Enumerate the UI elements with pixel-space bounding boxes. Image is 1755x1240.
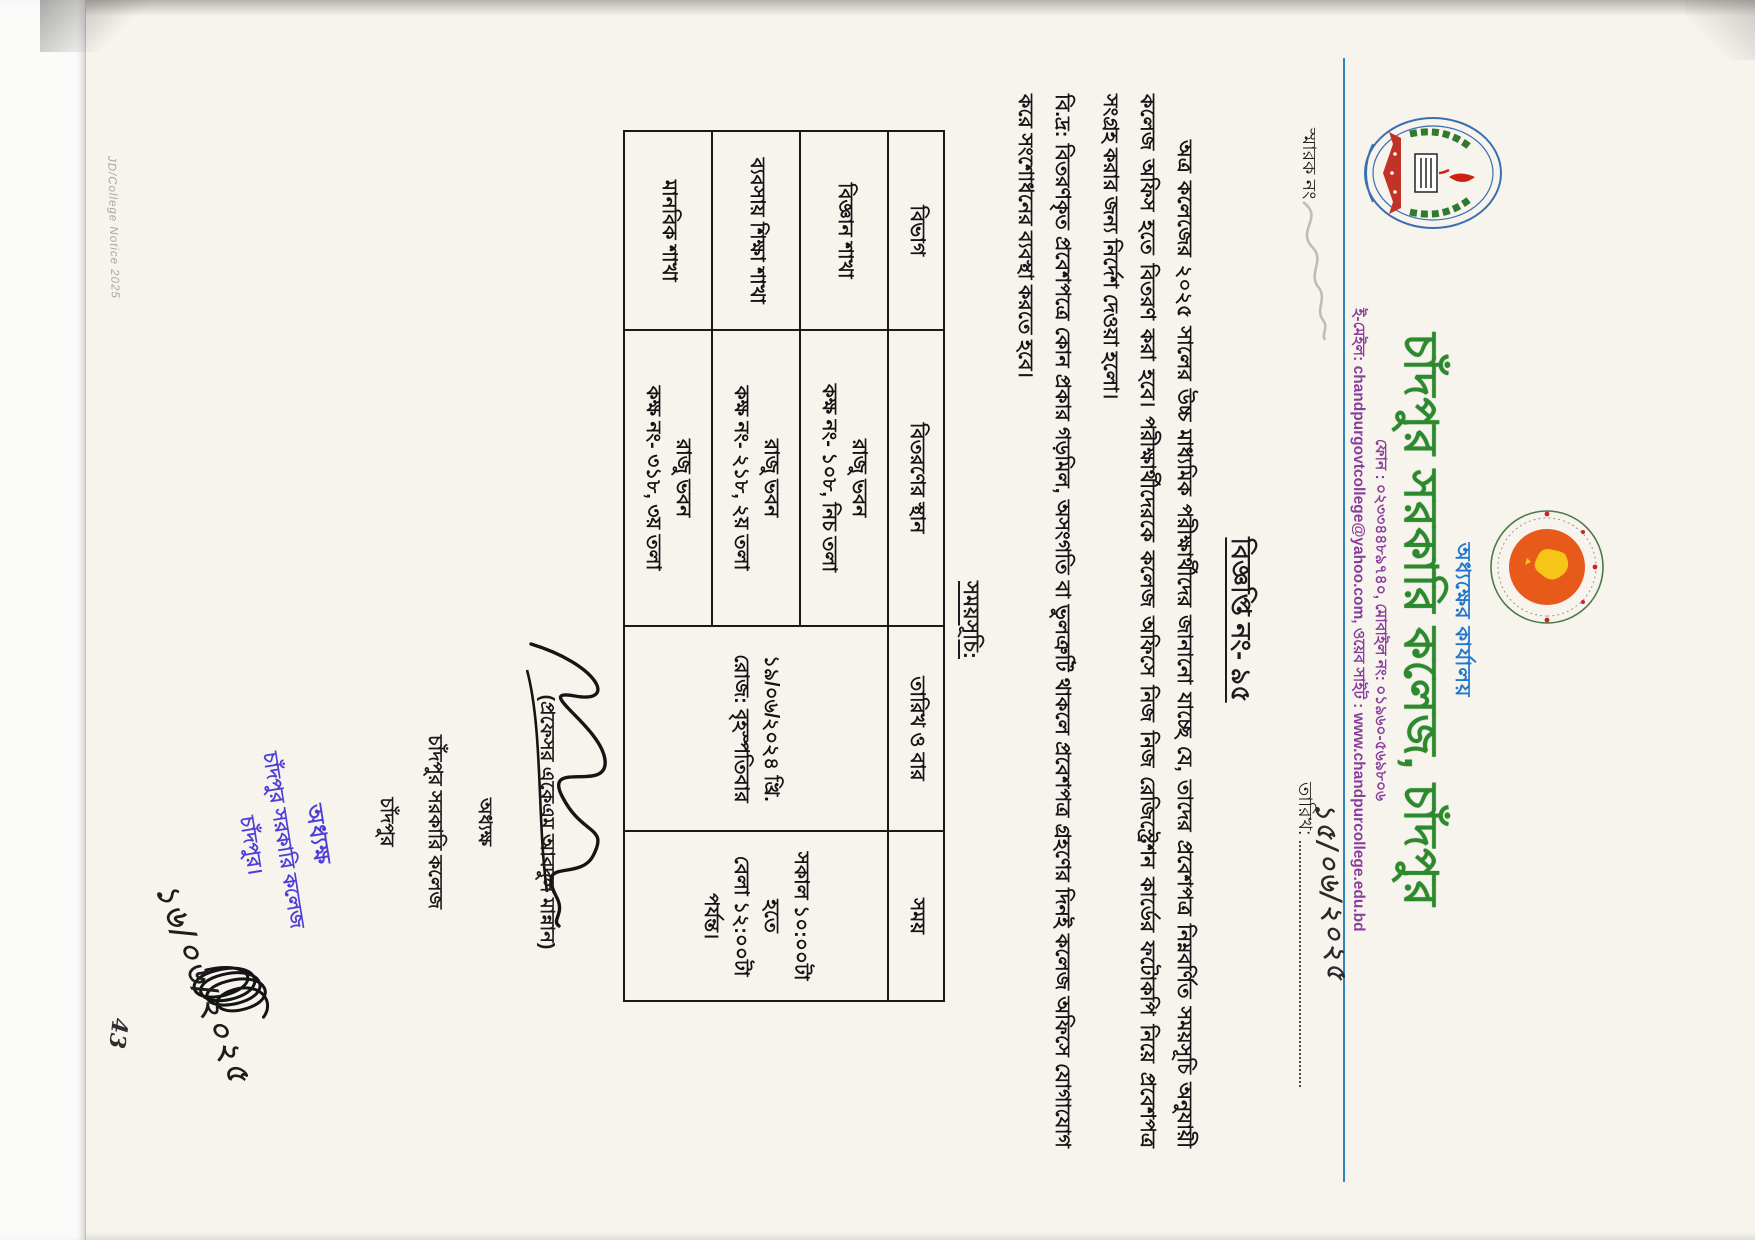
time-until: বেলা ১২:০০টা পর্যন্ত। [700, 855, 752, 977]
distribution-date: ১৯/০৬/২০২৪ খ্রি. [760, 655, 782, 802]
place-building: রাজু ভবন [760, 438, 782, 518]
place-room: কক্ষ নং- ১০৮, নিচ তলা [818, 383, 840, 573]
handwritten-notice-date: ১৫/০৬/২০২৫ [1308, 800, 1353, 983]
schedule-heading: সময়সূচি: [959, 581, 983, 659]
col-header-department: বিভাগ [888, 131, 944, 330]
time-cell [624, 831, 888, 1001]
signatory-name: (প্রফেসর একেএম আবদুল মান্নান) [536, 694, 558, 950]
college-name: চাঁদপুর সরকারি কলেজ, চাঁদপুর [1395, 333, 1447, 907]
signatory-place: চাঁদপুর [376, 797, 397, 847]
dept-cell: মানবিক শাখা [624, 131, 712, 330]
table-row [800, 131, 888, 1001]
place-cell [800, 330, 888, 625]
memo-number-label: স্মারক নং [1298, 128, 1319, 200]
place-cell [712, 330, 800, 625]
place-cell [624, 330, 712, 625]
phone-mobile-line: ফোন : ০২৩৩৪৪৮৯৭৪০, মোবাইল নং: ০১৯৬০-৫৬৯৮০৬ [1372, 438, 1389, 802]
place-room: কক্ষ নং- ৩১৮, ৩য় তলা [642, 385, 664, 571]
notice-paragraph-note: বি.দ্র: বিতরণকৃত প্রবেশপত্রে কোন প্রকার গড়মিল, অসংগতি বা ভুলত্রুটি থাকলে প্রবেশপত্র গ্রহণের দিনই কলেজ অফিসে যোগাযোগ করে সংশোধনের ব্যবস্থা করতে হবে। [1014, 94, 1074, 1148]
scan-corner-shadow-bottom [40, 0, 150, 52]
col-header-place: বিতরণের স্থান [888, 330, 944, 625]
stamp-college: চাঁদপুর সরকারি কলেজ [258, 750, 308, 931]
distribution-day: রোজ: বৃহস্পতিবার [730, 654, 752, 803]
scan-corner-shadow-top [1685, 0, 1755, 60]
memo-number-handwriting-scribble [1287, 196, 1339, 346]
date-day-cell [624, 626, 888, 832]
place-building: রাজু ভবন [848, 438, 870, 518]
schedule-table [623, 130, 945, 1002]
header-divider-rule [1343, 58, 1345, 1182]
handwritten-page-number: 43 [103, 1016, 133, 1051]
dept-cell: বিজ্ঞান শাখা [800, 131, 888, 330]
signature-scribble [507, 630, 627, 930]
notice-title: বিজ্ঞপ্তি নং- ৯৫ [1226, 537, 1256, 703]
office-line: অধ্যক্ষের কার্যালয় [1451, 542, 1474, 698]
table-header-row [888, 131, 944, 1001]
stamp-designation: অধ্যক্ষ [300, 802, 337, 867]
notice-paragraph-1: অত্র কলেজের ২০২৫ সালের উচ্চ মাধ্যমিক পরীক্ষার্থীদের জানানো যাচ্ছে যে, তাদের প্রবেশপত্র নিম্নবর্ণিত সময়সূচি অনুযায়ী কলেজ অফিস হতে বিতরণ করা হবে। পরীক্ষার্থীদেরকে কলেজ অফিসে নিজ নিজ রেজিস্ট্রেশন কার্ডের ফটোকপি নিয়ে প্রবেশপত্র সংগ্রহ করার জন্য নির্দেশ দেওয়া হলো। [1099, 94, 1196, 1148]
scan-edge-shadow-right [0, 1232, 1755, 1240]
col-header-date-day: তারিখ ও বার [888, 626, 944, 832]
stamp-place: চাঁদপুর। [234, 814, 266, 877]
col-header-time: সময় [888, 831, 944, 1001]
email-website-line: ই-মেইল: chandpurgovtcollege@yahoo.com, ওয়েব সাইট : www.chandpurcollege.edu.bd [1350, 308, 1367, 932]
place-building: রাজু ভবন [672, 438, 694, 518]
scan-background-strip [0, 0, 86, 1240]
signatory-organization: চাঁদপুর সরকারি কলেজ [424, 735, 446, 909]
time-from: সকাল ১০:০০টা হতে [760, 851, 812, 981]
government-seal-icon [1481, 492, 1609, 642]
handwritten-signature-date: ১৬/০৬/২০২৫ [147, 877, 258, 1091]
scan-edge-shadow-left [0, 0, 1755, 16]
signatory-designation: অধ্যক্ষ [474, 797, 495, 846]
footer-watermark: JD/College Notice 2025 [105, 155, 121, 299]
dept-cell: ব্যবসায় শিক্ষা শাখা [712, 131, 800, 330]
place-room: কক্ষ নং- ২১৮, ২য় তলা [730, 385, 752, 571]
date-label: তারিখ: [1294, 782, 1315, 836]
